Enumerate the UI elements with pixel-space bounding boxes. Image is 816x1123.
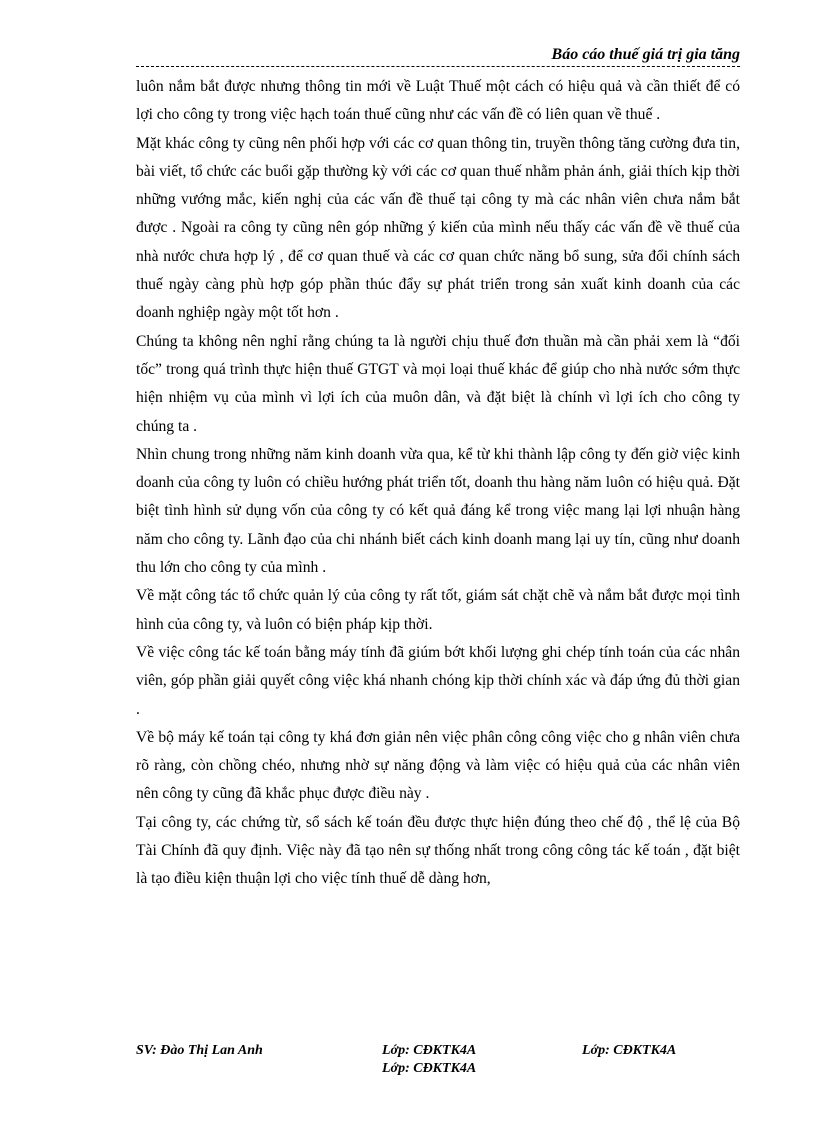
footer-class-label: Lớp: CĐKTK4A [382,1043,477,1058]
paragraph: Nhìn chung trong những năm kinh doanh vừa qua, kể từ khi thành lập công ty đến giờ việc kinh doanh của công ty luôn có chiều hướng phát triển tốt, doanh thu hàng năm luôn có hiệu quả. Đặt biệt tình hình sử dụng vốn của công ty có kết quả đáng kể trong việc mang lại lợi nhuận hàng năm cho công ty. Lãnh đạo của chi nhánh biết cách kinh doanh mang lại uy tín, cũng như doanh thu lớn cho công ty của mình . [136,445,740,577]
paragraph: Về bộ máy kế toán tại công ty khá đơn giản nên việc phân công công việc cho g nhân viên chưa rõ ràng, còn chồng chéo, nhưng nhờ sự năng động và làm việc có hiệu quả của các nhân viên nên công ty cũng đã khắc phục được điều này . [136,728,740,803]
paragraph: luôn nắm bắt được nhưng thông tin mới về Luật Thuế một cách có hiệu quả và cần thiết để có lợi cho công ty trong việc hạch toán thuế cũng như các vấn đề có liên quan về thuế . [136,78,740,124]
paragraph: Về mặt công tác tổ chức quản lý của công ty rất tốt, giám sát chặt chẽ và nắm bắt được mọi tình hình của công ty, và luôn có biện pháp kịp thời. [136,587,740,633]
paragraph: Chúng ta không nên nghỉ rằng chúng ta là người chịu thuế đơn thuần mà cần phải xem là “đối tốc” trong quá trình thực hiện thuế GTGT và mọi loại thuế khác để giúp cho nhà nước sớm thực hiện nhiệm vụ của mình vì lợi ích của muôn dân, và đặt biệt là chính vì lợi ích cho công ty chúng ta . [136,332,740,435]
paragraph: Về việc công tác kế toán bằng máy tính đã giúm bớt khối lượng ghi chép tính toán của các nhân viên, góp phần giải quyết công việc khá nhanh chóng kịp thời chính xác và đáp ứng đủ thời gian . [136,643,740,718]
footer-class-label: Lớp: CĐKTK4A [582,1043,677,1058]
footer-student-name: SV: Đào Thị Lan Anh [136,1043,263,1058]
header-divider [136,66,740,67]
paragraph: Tại công ty, các chứng từ, sổ sách kế toán đều được thực hiện đúng theo chế độ , thể lệ của Bộ Tài Chính đã quy định. Việc này đã tạo nên sự thống nhất trong công công tác kế toán , đặt biệt là tạo điều kiện thuận lợi cho việc tính thuế dễ dàng hơn, [136,813,740,888]
page-header-title: Báo cáo thuế giá trị gia tăng [551,46,740,63]
document-body [136,73,740,894]
footer-class-label: Lớp: CĐKTK4A [382,1061,477,1076]
paragraph: Mặt khác công ty cũng nên phối hợp với các cơ quan thông tin, truyền thông tăng cường đưa tin, bài viết, tổ chức các buổi gặp thường kỳ với các cơ quan thuế nhằm phản ánh, giải thích kịp thời những vướng mắc, kiến nghị của các vấn đề thuế tại công ty mà các nhân viên chưa nắm bắt được . Ngoài ra công ty cũng nên góp những ý kiến của mình nếu thấy các vấn đề về thuế của nhà nước chưa hợp lý , để cơ quan thuế và các cơ quan chức năng bổ sung, sửa đổi chính sách thuế ngày càng phù hợp góp phần thúc đẩy sự phát triển trong sản xuất kinh doanh của các doanh nghiệp ngày một tốt hơn . [136,134,740,322]
